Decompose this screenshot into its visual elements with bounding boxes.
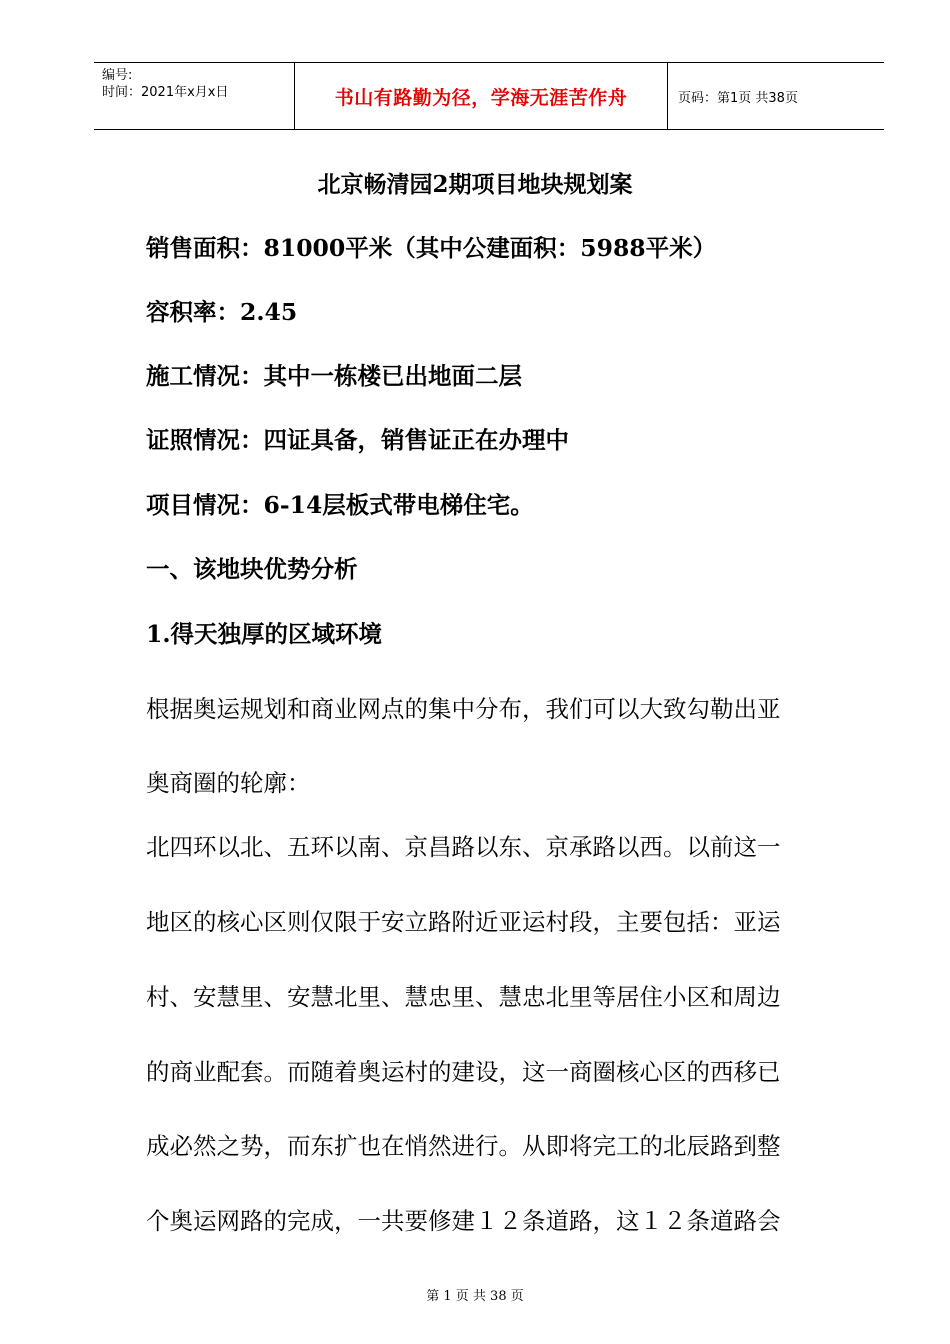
motto-text: 书山有路勤为径，学海无涯苦作舟 — [334, 86, 628, 109]
fact-sales-area: 销售面积：81000平米（其中公建面积：5988平米） — [146, 234, 717, 262]
page-footer: 第 1 页 共 38 页 — [426, 1289, 524, 1304]
paragraph-line: 成必然之势，而东扩也在悄然进行。从即将完工的北辰路到整 — [146, 1132, 781, 1160]
header-page-cell — [668, 63, 884, 129]
paragraph-line: 地区的核心区则仅限于安立路附近亚运村段，主要包括：亚运 — [146, 908, 781, 936]
document-title: 北京畅清园2期项目地块规划案 — [317, 171, 633, 198]
page-info-text: 页码：第1页 共38页 — [678, 90, 798, 106]
paragraph-line: 的商业配套。而随着奥运村的建设，这一商圈核心区的西移已 — [146, 1058, 781, 1086]
paragraph-line: 北四环以北、五环以南、京昌路以东、京承路以西。以前这一 — [146, 833, 781, 861]
fact-construction-status: 施工情况：其中一栋楼已出地面二层 — [146, 362, 522, 390]
section-heading: 一、该地块优势分析 — [146, 555, 358, 583]
fact-plot-ratio: 容积率：2.45 — [146, 298, 298, 326]
paragraph-line: 奥商圈的轮廓： — [146, 769, 311, 797]
subsection-heading: 1.得天独厚的区域环境 — [146, 620, 383, 648]
date-label: 时间：2021年x月x日 — [102, 85, 229, 100]
header-meta-cell — [94, 63, 295, 129]
paragraph-line: 村、安慧里、安慧北里、慧忠里、慧忠北里等居住小区和周边 — [146, 983, 781, 1011]
paragraph-line: 个奥运网路的完成，一共要修建１２条道路，这１２条道路会 — [146, 1207, 781, 1235]
serial-number-label: 编号: — [102, 68, 133, 83]
fact-permit-status: 证照情况：四证具备，销售证正在办理中 — [146, 426, 569, 454]
header-table — [94, 62, 884, 130]
fact-project-status: 项目情况：6-14层板式带电梯住宅。 — [146, 491, 534, 519]
paragraph-line: 根据奥运规划和商业网点的集中分布，我们可以大致勾勒出亚 — [146, 695, 781, 723]
header-motto-cell — [295, 63, 668, 129]
